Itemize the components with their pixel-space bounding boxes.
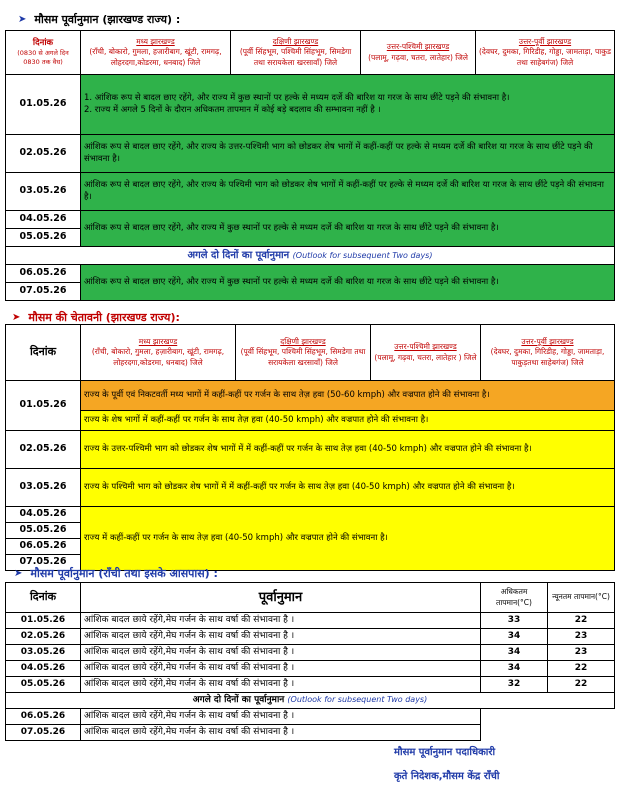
- row-date: 06.05.26: [6, 265, 81, 283]
- row-date: 05.05.26: [6, 677, 81, 693]
- max-temp: 34: [481, 629, 548, 645]
- region-districts: (देवघर, दुमका, गिरिडीह, गोड्डा, जामताड़ा, पाकुड़तथा साहेबगंज) जिले: [490, 347, 605, 367]
- warning-cell: राज्य के पश्चिमी भाग को छोडकर शेष भागों में में कहीं-कहीं पर गर्जन के साथ तेज़ हवा (40-50 kmph) और वज्रपात होने की संभावना है।: [81, 469, 615, 507]
- row-date: 06.05.26: [6, 539, 81, 555]
- table-header: [6, 31, 615, 75]
- max-temp: 34: [481, 661, 548, 677]
- state-forecast-table: [5, 30, 615, 301]
- table-row: [6, 135, 615, 173]
- forecast-cell: आंशिक बादल छाये रहेंगे,मेघ गर्जन के साथ वर्षा की संभावना है ।: [81, 709, 481, 725]
- table-row: [6, 431, 615, 469]
- section3-title: ➤ मौसम पूर्वानुमान (राँची तथा इसके आसपास) :: [14, 567, 218, 580]
- table-header: [6, 583, 615, 613]
- region-name: दक्षिणी झारखण्ड: [280, 337, 326, 347]
- signature-line1: मौसम पूर्वानुमान पदाधिकारी: [394, 747, 496, 758]
- row-date: 03.05.26: [6, 173, 81, 211]
- arrow-icon: ➤: [18, 14, 27, 25]
- row-date: 07.05.26: [6, 555, 81, 571]
- outlook-row: [6, 693, 615, 709]
- region-name: मध्य झारखण्ड: [138, 337, 178, 347]
- table-row: [6, 469, 615, 507]
- region-districts: (पूर्वी सिंहभूम, पश्चिमी सिंहभूम, सिमडेगा तथा सरायकेला खरसावाँ) जिले: [240, 347, 366, 367]
- forecast-cell: आंशिक बादल छाये रहेंगे,मेघ गर्जन के साथ वर्षा की संभावना है ।: [81, 677, 481, 693]
- validity-note: (0830 से अगले दिन 0830 तक वैध): [17, 49, 69, 67]
- warning-table: [5, 324, 615, 571]
- outlook-title: अगले दो दिनों का पूर्वानुमान: [187, 249, 290, 261]
- row-date: 02.05.26: [6, 135, 81, 173]
- row-date: 02.05.26: [6, 431, 81, 469]
- outlook-subtitle: (Outlook for subsequent Two days): [287, 695, 428, 705]
- outlook-title: अगले दो दिनों का पूर्वानुमान: [192, 695, 285, 706]
- forecast-cell: आंशिक बादल छाये रहेंगे,मेघ गर्जन के साथ वर्षा की संभावना है ।: [81, 661, 481, 677]
- date-header: दिनांक: [32, 38, 54, 48]
- table-row: [6, 661, 615, 677]
- table-header: [6, 325, 615, 381]
- row-date: 01.05.26: [6, 381, 81, 431]
- table-row: [6, 75, 615, 135]
- region-districts: (राँची, बोकारो, गुमला, हज़ारीबाग, खूंटी, रामगढ़, लोहरदगा,कोडरमा, धनबाद) जिले: [91, 347, 225, 367]
- min-temp: 23: [548, 645, 615, 661]
- warning-cell: राज्य के उत्तर-पश्चिमी भाग को छोडकर शेष भागों में में कहीं-कहीं पर गर्जन के साथ तेज़ हवा (40-50 kmph) और वज्रपात होने की संभावना है।: [81, 431, 615, 469]
- region-name: दक्षिणी झारखण्ड: [272, 37, 319, 47]
- warning-cell: राज्य के शेष भागों में कहीं-कहीं पर गर्जन के साथ तेज़ हवा (40-50 kmph) और वज्रपात होने की संभावना है।: [81, 411, 615, 431]
- row-date: 05.05.26: [6, 523, 81, 539]
- table-row: [6, 265, 615, 283]
- table-row: [6, 381, 615, 411]
- table-row: [6, 629, 615, 645]
- region-name: उत्तर-पूर्वी झारखण्ड: [521, 337, 574, 347]
- row-date: 07.05.26: [6, 725, 81, 741]
- row-date: 01.05.26: [6, 75, 81, 135]
- warning-cell: राज्य में कहीं-कहीं पर गर्जन के साथ तेज़ हवा (40-50 kmph) और वज्रपात होने की संभावना है।: [81, 507, 615, 571]
- max-temp: 32: [481, 677, 548, 693]
- table-row: [6, 677, 615, 693]
- date-header: दिनांक: [6, 325, 81, 381]
- forecast-header: पूर्वानुमान: [81, 583, 481, 613]
- row-date: 05.05.26: [6, 229, 81, 247]
- forecast-cell: आंशिक बादल छाये रहेंगे,मेघ गर्जन के साथ वर्षा की संभावना है ।: [81, 725, 481, 741]
- row-date: 06.05.26: [6, 709, 81, 725]
- forecast-cell: आंशिक रूप से बादल छाए रहेंगे, और राज्य के पश्चिमी भाग को छोडकर शेष भागों में कहीं-कहीं पर हल्के से मध्यम दर्जे की बारिश या गरज के साथ छींटे पड़ने की संभावना है।: [81, 173, 615, 211]
- table-row: [6, 613, 615, 629]
- section1-title: ➤ मौसम पूर्वानुमान (झारखण्ड राज्य) :: [18, 13, 181, 26]
- region-districts: (पूर्वी सिंहभूम, पश्चिमी सिंहभूम, सिमडेगा तथा सरायकेला खरसावाँ) जिले: [239, 47, 352, 67]
- row-date: 04.05.26: [6, 507, 81, 523]
- region-districts: (पलामू, गढ़वा, चतरा, लातेहार) जिले: [368, 52, 468, 62]
- date-header: दिनांक: [6, 583, 81, 613]
- row-date: 02.05.26: [6, 629, 81, 645]
- row-date: 01.05.26: [6, 613, 81, 629]
- forecast-cell: आंशिक रूप से बादल छाए रहेंगे, और राज्य में कुछ स्थानों पर हल्के से मध्यम दर्जे की बारिश या गरज के साथ छींटे पड़ने की संभावना है।: [81, 211, 615, 247]
- min-temp-header: न्यूनतम तापमान(°C): [548, 583, 615, 613]
- outlook-subtitle: (Outlook for subsequent Two days): [292, 250, 433, 260]
- region-name: उत्तर-पश्चिमी झारखण्ड: [394, 342, 457, 352]
- region-districts: (राँची, बोकारो, गुमला, हजारीबाग, खूंटी, रामगढ़, लोहरदगा,कोडरमा, धनबाद) जिले: [89, 47, 222, 67]
- region-name: उत्तर-पश्चिमी झारखण्ड: [386, 42, 450, 52]
- min-temp: 22: [548, 613, 615, 629]
- forecast-cell: आंशिक बादल छाये रहेंगे,मेघ गर्जन के साथ वर्षा की संभावना है ।: [81, 645, 481, 661]
- row-date: 07.05.26: [6, 283, 81, 301]
- ranchi-forecast-table: [5, 582, 615, 741]
- table-row: [6, 725, 615, 741]
- table-row: [6, 211, 615, 229]
- arrow-icon: ➤: [12, 312, 21, 323]
- row-date: 04.05.26: [6, 211, 81, 229]
- min-temp: 22: [548, 677, 615, 693]
- region-name: मध्य झारखण्ड: [136, 37, 175, 47]
- forecast-cell: 1. आंशिक रूप से बादल छाए रहेंगे, और राज्य में कुछ स्थानों पर हल्के से मध्यम दर्जे की बारिश या गरज के साथ छींटे पड़ने की संभावना है। 2. राज्य में अगले 5 दिनों के दौरान अधिकतम तापमान में कोई बड़े बदलाव की सम्भावना नहीं है ।: [81, 75, 615, 135]
- min-temp: 23: [548, 629, 615, 645]
- max-temp: 34: [481, 645, 548, 661]
- max-temp-header: अधिकतम तापमान(°C): [481, 583, 548, 613]
- min-temp: 22: [548, 661, 615, 677]
- forecast-cell: आंशिक रूप से बादल छाए रहेंगे, और राज्य के उत्तर-पश्चिमी भाग को छोडकर शेष भागों में कहीं-कहीं पर हल्के से मध्यम दर्जे की बारिश या गरज के साथ छींटे पड़ने की संभावना है।: [81, 135, 615, 173]
- signature-line2: कृते निदेशक,मौसम केंद्र राँची: [394, 771, 500, 782]
- table-row: [6, 173, 615, 211]
- outlook-row: [6, 247, 615, 265]
- row-date: 03.05.26: [6, 645, 81, 661]
- max-temp: 33: [481, 613, 548, 629]
- region-districts: (देवघर, दुमका, गिरिडीह, गोड्डा, जामताड़ा, पाकुड तथा साहेबगंज) जिले: [479, 47, 612, 67]
- warning-cell: राज्य के पूर्वी एवं निकटवर्ती मध्य भागों में कहीं-कहीं पर गर्जन के साथ तेज़ हवा (50-60 kmph) और वज्रपात होने की संभावना है।: [81, 381, 615, 411]
- table-row: [6, 645, 615, 661]
- section2-title: ➤ मौसम की चेतावनी (झारखण्ड राज्य):: [12, 311, 180, 324]
- row-date: 04.05.26: [6, 661, 81, 677]
- forecast-cell: आंशिक बादल छाये रहेंगे,मेघ गर्जन के साथ वर्षा की संभावना है ।: [81, 613, 481, 629]
- table-row: [6, 709, 615, 725]
- arrow-icon: ➤: [14, 568, 23, 579]
- forecast-cell: आंशिक बादल छाये रहेंगे,मेघ गर्जन के साथ वर्षा की संभावना है ।: [81, 629, 481, 645]
- region-name: उत्तर-पूर्वी झारखण्ड: [518, 37, 572, 47]
- table-row: [6, 411, 615, 431]
- table-row: [6, 507, 615, 523]
- row-date: 03.05.26: [6, 469, 81, 507]
- forecast-cell: आंशिक रूप से बादल छाए रहेंगे, और राज्य में कुछ स्थानों पर हल्के से मध्यम दर्जे की बारिश या गरज के साथ छींटे पड़ने की संभावना है।: [81, 265, 615, 301]
- region-districts: (पलामू, गढ़वा, चतरा, लातेहार ) जिले: [374, 352, 477, 362]
